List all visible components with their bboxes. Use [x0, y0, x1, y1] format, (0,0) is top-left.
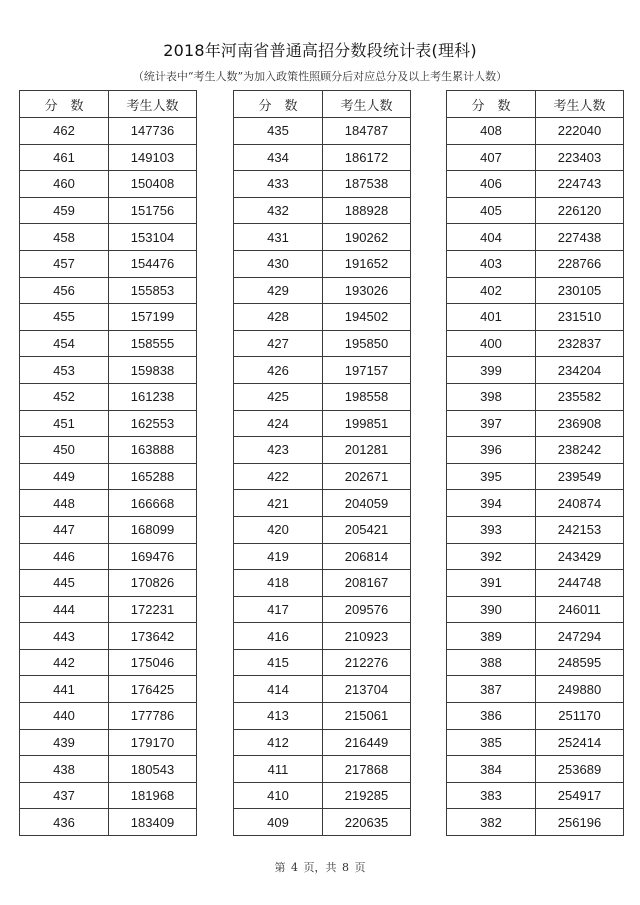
score-cell: 401: [447, 304, 536, 331]
table-row: [234, 570, 411, 597]
table-row: [20, 171, 197, 198]
header-count: 考生人数: [323, 91, 411, 118]
table-row: [20, 197, 197, 224]
count-cell: 179170: [109, 729, 197, 756]
score-cell: 418: [234, 570, 323, 597]
count-cell: 230105: [536, 277, 624, 304]
table-row: [234, 197, 411, 224]
table-row: [20, 250, 197, 277]
count-cell: 231510: [536, 304, 624, 331]
table-row: [20, 330, 197, 357]
score-cell: 444: [20, 596, 109, 623]
table-row: [20, 756, 197, 783]
score-cell: 461: [20, 144, 109, 171]
count-cell: 205421: [323, 516, 411, 543]
table-row: [447, 596, 624, 623]
table-row: [234, 676, 411, 703]
score-cell: 406: [447, 171, 536, 198]
count-cell: 158555: [109, 330, 197, 357]
count-cell: 204059: [323, 490, 411, 517]
count-cell: 187538: [323, 171, 411, 198]
table-row: [234, 330, 411, 357]
table-row: [447, 570, 624, 597]
table-row: [20, 410, 197, 437]
table-row: [447, 729, 624, 756]
score-cell: 457: [20, 250, 109, 277]
score-cell: 425: [234, 383, 323, 410]
score-cell: 430: [234, 250, 323, 277]
table-row: [234, 357, 411, 384]
table-row: [234, 224, 411, 251]
table-row: [447, 357, 624, 384]
count-cell: 216449: [323, 729, 411, 756]
table-row: [234, 383, 411, 410]
score-cell: 398: [447, 383, 536, 410]
table-row: [234, 703, 411, 730]
count-cell: 223403: [536, 144, 624, 171]
table-row: [447, 676, 624, 703]
count-cell: 228766: [536, 250, 624, 277]
table-row: [20, 357, 197, 384]
score-cell: 456: [20, 277, 109, 304]
count-cell: 150408: [109, 171, 197, 198]
score-cell: 460: [20, 171, 109, 198]
score-cell: 385: [447, 729, 536, 756]
table-row: [447, 197, 624, 224]
score-cell: 409: [234, 809, 323, 836]
count-cell: 176425: [109, 676, 197, 703]
score-cell: 408: [447, 118, 536, 145]
count-cell: 236908: [536, 410, 624, 437]
table-row: [20, 703, 197, 730]
count-cell: 147736: [109, 118, 197, 145]
table-row: [234, 250, 411, 277]
table-row: [234, 437, 411, 464]
score-cell: 391: [447, 570, 536, 597]
score-cell: 433: [234, 171, 323, 198]
count-cell: 181968: [109, 782, 197, 809]
score-cell: 395: [447, 463, 536, 490]
page-footer: 第 4 页，共 8 页: [274, 861, 366, 874]
score-cell: 399: [447, 357, 536, 384]
table-header-row: [447, 91, 624, 118]
score-table-1: [19, 90, 197, 836]
score-cell: 437: [20, 782, 109, 809]
table-row: [234, 729, 411, 756]
score-cell: 428: [234, 304, 323, 331]
score-cell: 440: [20, 703, 109, 730]
score-cell: 384: [447, 756, 536, 783]
table-row: [447, 649, 624, 676]
score-table-3: [446, 90, 624, 836]
score-cell: 434: [234, 144, 323, 171]
count-cell: 252414: [536, 729, 624, 756]
table-row: [20, 437, 197, 464]
count-cell: 219285: [323, 782, 411, 809]
score-table-2: [233, 90, 411, 836]
table-row: [234, 516, 411, 543]
count-cell: 153104: [109, 224, 197, 251]
count-cell: 243429: [536, 543, 624, 570]
score-cell: 455: [20, 304, 109, 331]
score-cell: 448: [20, 490, 109, 517]
score-cell: 386: [447, 703, 536, 730]
score-cell: 392: [447, 543, 536, 570]
count-cell: 234204: [536, 357, 624, 384]
count-cell: 206814: [323, 543, 411, 570]
table-row: [20, 463, 197, 490]
table-row: [447, 516, 624, 543]
score-cell: 442: [20, 649, 109, 676]
score-cell: 382: [447, 809, 536, 836]
score-cell: 443: [20, 623, 109, 650]
score-cell: 412: [234, 729, 323, 756]
table-row: [20, 516, 197, 543]
score-cell: 427: [234, 330, 323, 357]
count-cell: 175046: [109, 649, 197, 676]
count-cell: 149103: [109, 144, 197, 171]
score-cell: 462: [20, 118, 109, 145]
table-row: [447, 330, 624, 357]
table-row: [234, 144, 411, 171]
table-row: [447, 809, 624, 836]
count-cell: 198558: [323, 383, 411, 410]
count-cell: 169476: [109, 543, 197, 570]
table-row: [20, 649, 197, 676]
count-cell: 256196: [536, 809, 624, 836]
count-cell: 238242: [536, 437, 624, 464]
table-row: [234, 118, 411, 145]
count-cell: 195850: [323, 330, 411, 357]
count-cell: 209576: [323, 596, 411, 623]
table-row: [20, 729, 197, 756]
count-cell: 193026: [323, 277, 411, 304]
score-cell: 394: [447, 490, 536, 517]
count-cell: 246011: [536, 596, 624, 623]
score-cell: 396: [447, 437, 536, 464]
score-cell: 411: [234, 756, 323, 783]
count-cell: 235582: [536, 383, 624, 410]
score-cell: 404: [447, 224, 536, 251]
score-cell: 441: [20, 676, 109, 703]
count-cell: 217868: [323, 756, 411, 783]
document-subtitle: （统计表中“考生人数”为加入政策性照顾分后对应总分及以上考生累计人数）: [132, 70, 508, 83]
count-cell: 165288: [109, 463, 197, 490]
table-row: [447, 463, 624, 490]
count-cell: 166668: [109, 490, 197, 517]
table-row: [447, 118, 624, 145]
score-cell: 397: [447, 410, 536, 437]
table-row: [20, 570, 197, 597]
count-cell: 190262: [323, 224, 411, 251]
score-cell: 435: [234, 118, 323, 145]
document-title: 2018年河南省普通高招分数段统计表(理科): [163, 41, 477, 60]
score-cell: 414: [234, 676, 323, 703]
table-row: [447, 171, 624, 198]
score-cell: 420: [234, 516, 323, 543]
table-row: [20, 224, 197, 251]
score-cell: 423: [234, 437, 323, 464]
count-cell: 170826: [109, 570, 197, 597]
count-cell: 163888: [109, 437, 197, 464]
count-cell: 154476: [109, 250, 197, 277]
score-cell: 417: [234, 596, 323, 623]
score-cell: 390: [447, 596, 536, 623]
count-cell: 157199: [109, 304, 197, 331]
table-row: [447, 410, 624, 437]
score-cell: 438: [20, 756, 109, 783]
count-cell: 248595: [536, 649, 624, 676]
table-row: [20, 809, 197, 836]
count-cell: 210923: [323, 623, 411, 650]
header-score: 分 数: [20, 91, 109, 118]
count-cell: 208167: [323, 570, 411, 597]
table-row: [234, 410, 411, 437]
count-cell: 199851: [323, 410, 411, 437]
table-row: [234, 490, 411, 517]
table-row: [447, 703, 624, 730]
table-row: [20, 596, 197, 623]
table-row: [234, 756, 411, 783]
score-cell: 445: [20, 570, 109, 597]
count-cell: 244748: [536, 570, 624, 597]
score-cell: 449: [20, 463, 109, 490]
table-row: [447, 250, 624, 277]
table-row: [447, 437, 624, 464]
score-cell: 454: [20, 330, 109, 357]
table-header-row: [20, 91, 197, 118]
header-count: 考生人数: [109, 91, 197, 118]
score-cell: 450: [20, 437, 109, 464]
count-cell: 162553: [109, 410, 197, 437]
table-row: [234, 809, 411, 836]
count-cell: 254917: [536, 782, 624, 809]
count-cell: 201281: [323, 437, 411, 464]
score-cell: 410: [234, 782, 323, 809]
count-cell: 242153: [536, 516, 624, 543]
count-cell: 213704: [323, 676, 411, 703]
score-cell: 451: [20, 410, 109, 437]
count-cell: 155853: [109, 277, 197, 304]
count-cell: 151756: [109, 197, 197, 224]
score-cell: 387: [447, 676, 536, 703]
count-cell: 159838: [109, 357, 197, 384]
score-cell: 405: [447, 197, 536, 224]
table-header-row: [234, 91, 411, 118]
table-row: [447, 277, 624, 304]
score-cell: 419: [234, 543, 323, 570]
table-row: [20, 676, 197, 703]
count-cell: 232837: [536, 330, 624, 357]
count-cell: 202671: [323, 463, 411, 490]
table-row: [234, 304, 411, 331]
table-row: [20, 277, 197, 304]
count-cell: 197157: [323, 357, 411, 384]
score-cell: 403: [447, 250, 536, 277]
table-row: [447, 623, 624, 650]
score-cell: 426: [234, 357, 323, 384]
count-cell: 188928: [323, 197, 411, 224]
table-row: [234, 543, 411, 570]
table-row: [234, 623, 411, 650]
table-row: [234, 782, 411, 809]
count-cell: 177786: [109, 703, 197, 730]
score-cell: 439: [20, 729, 109, 756]
count-cell: 212276: [323, 649, 411, 676]
table-row: [234, 649, 411, 676]
count-cell: 173642: [109, 623, 197, 650]
count-cell: 180543: [109, 756, 197, 783]
score-cell: 453: [20, 357, 109, 384]
count-cell: 247294: [536, 623, 624, 650]
score-cell: 393: [447, 516, 536, 543]
table-row: [20, 623, 197, 650]
table-row: [20, 490, 197, 517]
score-cell: 383: [447, 782, 536, 809]
count-cell: 220635: [323, 809, 411, 836]
header-score: 分 数: [447, 91, 536, 118]
table-row: [447, 383, 624, 410]
table-row: [20, 782, 197, 809]
score-cell: 402: [447, 277, 536, 304]
count-cell: 249880: [536, 676, 624, 703]
table-row: [234, 277, 411, 304]
score-cell: 389: [447, 623, 536, 650]
header-score: 分 数: [234, 91, 323, 118]
score-cell: 429: [234, 277, 323, 304]
table-row: [20, 304, 197, 331]
table-row: [447, 304, 624, 331]
table-row: [234, 171, 411, 198]
count-cell: 191652: [323, 250, 411, 277]
table-row: [447, 490, 624, 517]
count-cell: 186172: [323, 144, 411, 171]
table-row: [20, 543, 197, 570]
score-cell: 447: [20, 516, 109, 543]
table-row: [447, 224, 624, 251]
table-row: [447, 782, 624, 809]
count-cell: 194502: [323, 304, 411, 331]
score-cell: 407: [447, 144, 536, 171]
table-row: [447, 144, 624, 171]
table-row: [20, 383, 197, 410]
score-cell: 388: [447, 649, 536, 676]
score-cell: 416: [234, 623, 323, 650]
table-row: [234, 463, 411, 490]
header-count: 考生人数: [536, 91, 624, 118]
count-cell: 215061: [323, 703, 411, 730]
score-cell: 400: [447, 330, 536, 357]
table-row: [447, 543, 624, 570]
score-cell: 424: [234, 410, 323, 437]
count-cell: 251170: [536, 703, 624, 730]
count-cell: 184787: [323, 118, 411, 145]
score-cell: 422: [234, 463, 323, 490]
score-cell: 432: [234, 197, 323, 224]
count-cell: 172231: [109, 596, 197, 623]
score-cell: 431: [234, 224, 323, 251]
table-row: [20, 144, 197, 171]
score-cell: 452: [20, 383, 109, 410]
count-cell: 222040: [536, 118, 624, 145]
count-cell: 161238: [109, 383, 197, 410]
score-cell: 436: [20, 809, 109, 836]
count-cell: 253689: [536, 756, 624, 783]
count-cell: 227438: [536, 224, 624, 251]
score-cell: 421: [234, 490, 323, 517]
table-row: [20, 118, 197, 145]
score-cell: 446: [20, 543, 109, 570]
count-cell: 168099: [109, 516, 197, 543]
score-cell: 415: [234, 649, 323, 676]
score-cell: 413: [234, 703, 323, 730]
count-cell: 226120: [536, 197, 624, 224]
count-cell: 183409: [109, 809, 197, 836]
count-cell: 239549: [536, 463, 624, 490]
score-cell: 458: [20, 224, 109, 251]
score-cell: 459: [20, 197, 109, 224]
table-row: [234, 596, 411, 623]
count-cell: 240874: [536, 490, 624, 517]
count-cell: 224743: [536, 171, 624, 198]
table-row: [447, 756, 624, 783]
